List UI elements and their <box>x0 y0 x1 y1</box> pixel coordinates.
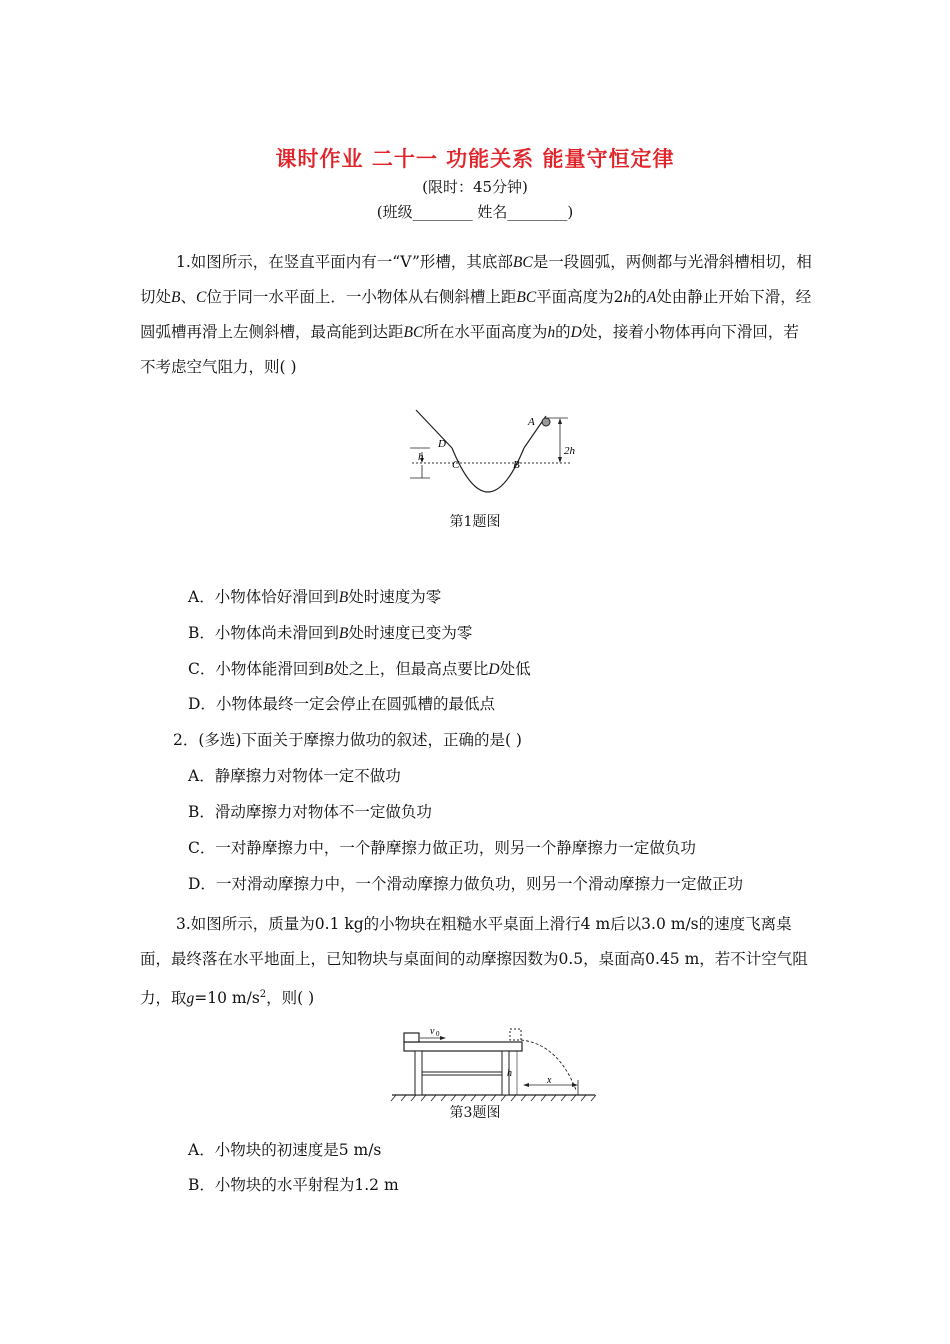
q2-option-a[interactable]: A．静摩擦力对物体一定不做功 <box>188 767 401 785</box>
q2-option-d[interactable]: D．一对滑动摩擦力中，一个滑动摩擦力做负功，则另一个滑动摩擦力一定做正功 <box>188 875 743 893</box>
figure-1-label-d: D <box>438 438 446 450</box>
figure-3-caption: 第3题图 <box>449 1105 501 1121</box>
figure-1-label-a: A <box>528 416 535 428</box>
figure-3-label-v-sub: 0 <box>436 1030 440 1038</box>
figure-3-label-v: v <box>430 1026 435 1037</box>
q1-option-c[interactable]: C．小物体能滑回到B处之上，但最高点要比D处低 <box>188 660 531 678</box>
q1-option-d[interactable]: D．小物体最终一定会停止在圆弧槽的最低点 <box>188 695 495 713</box>
figure-3-table <box>390 1022 600 1102</box>
question-1-text: 1.如图所示，在竖直平面内有一“V”形槽，其底部BC是一段圆弧，两侧都与光滑斜槽相切，相切处B、C位于同一水平面上．一小物体从右侧斜槽上距BC平面高度为2h的A处由静止开始下滑，经圆弧槽再滑上左侧斜槽，最高能到达距BC所在水平面高度为h的D处，接着小物体再向下滑回，若不考虑空气阻力，则( ) <box>140 253 812 376</box>
figure-1-caption: 第1题图 <box>449 514 501 530</box>
q3-option-a[interactable]: A．小物块的初速度是5 m/s <box>188 1141 382 1159</box>
figure-3-label-x: x <box>547 1075 552 1086</box>
q1-option-b[interactable]: B．小物体尚未滑回到B处时速度已变为零 <box>188 624 473 642</box>
q2-option-b[interactable]: B．滑动摩擦力对物体不一定做负功 <box>188 803 432 821</box>
q3-option-b[interactable]: B．小物块的水平射程为1.2 m <box>188 1176 399 1194</box>
q1-option-a[interactable]: A．小物体恰好滑回到B处时速度为零 <box>188 588 442 606</box>
figure-1-label-b: B <box>513 459 520 471</box>
q2-option-c[interactable]: C．一对静摩擦力中，一个静摩擦力做正功，则另一个静摩擦力一定做负功 <box>188 839 696 857</box>
class-name-line: (班级________ 姓名________) <box>376 203 574 221</box>
page-title: 课时作业 二十一 功能关系 能量守恒定律 <box>275 147 675 171</box>
question-2-text: 2．(多选)下面关于摩擦力做功的叙述，正确的是( ) <box>173 731 522 749</box>
figure-3-label-h: h <box>507 1068 512 1079</box>
time-limit: (限时：45分钟) <box>422 178 528 196</box>
figure-1-label-2h: 2h <box>564 445 575 457</box>
figure-1-label-h: h <box>418 451 424 463</box>
question-3-text: 3.如图所示，质量为0.1 kg的小物块在粗糙水平桌面上滑行4 m后以3.0 m/s的速度飞离桌面，最终落在水平地面上，已知物块与桌面间的动摩擦因数为0.5，桌面高0.45 m，若不计空气阻力，取g=10 $m/s^2$，则( ) <box>140 915 808 1008</box>
figure-1-label-c: C <box>452 459 460 471</box>
figure-1-v-groove <box>400 408 580 503</box>
